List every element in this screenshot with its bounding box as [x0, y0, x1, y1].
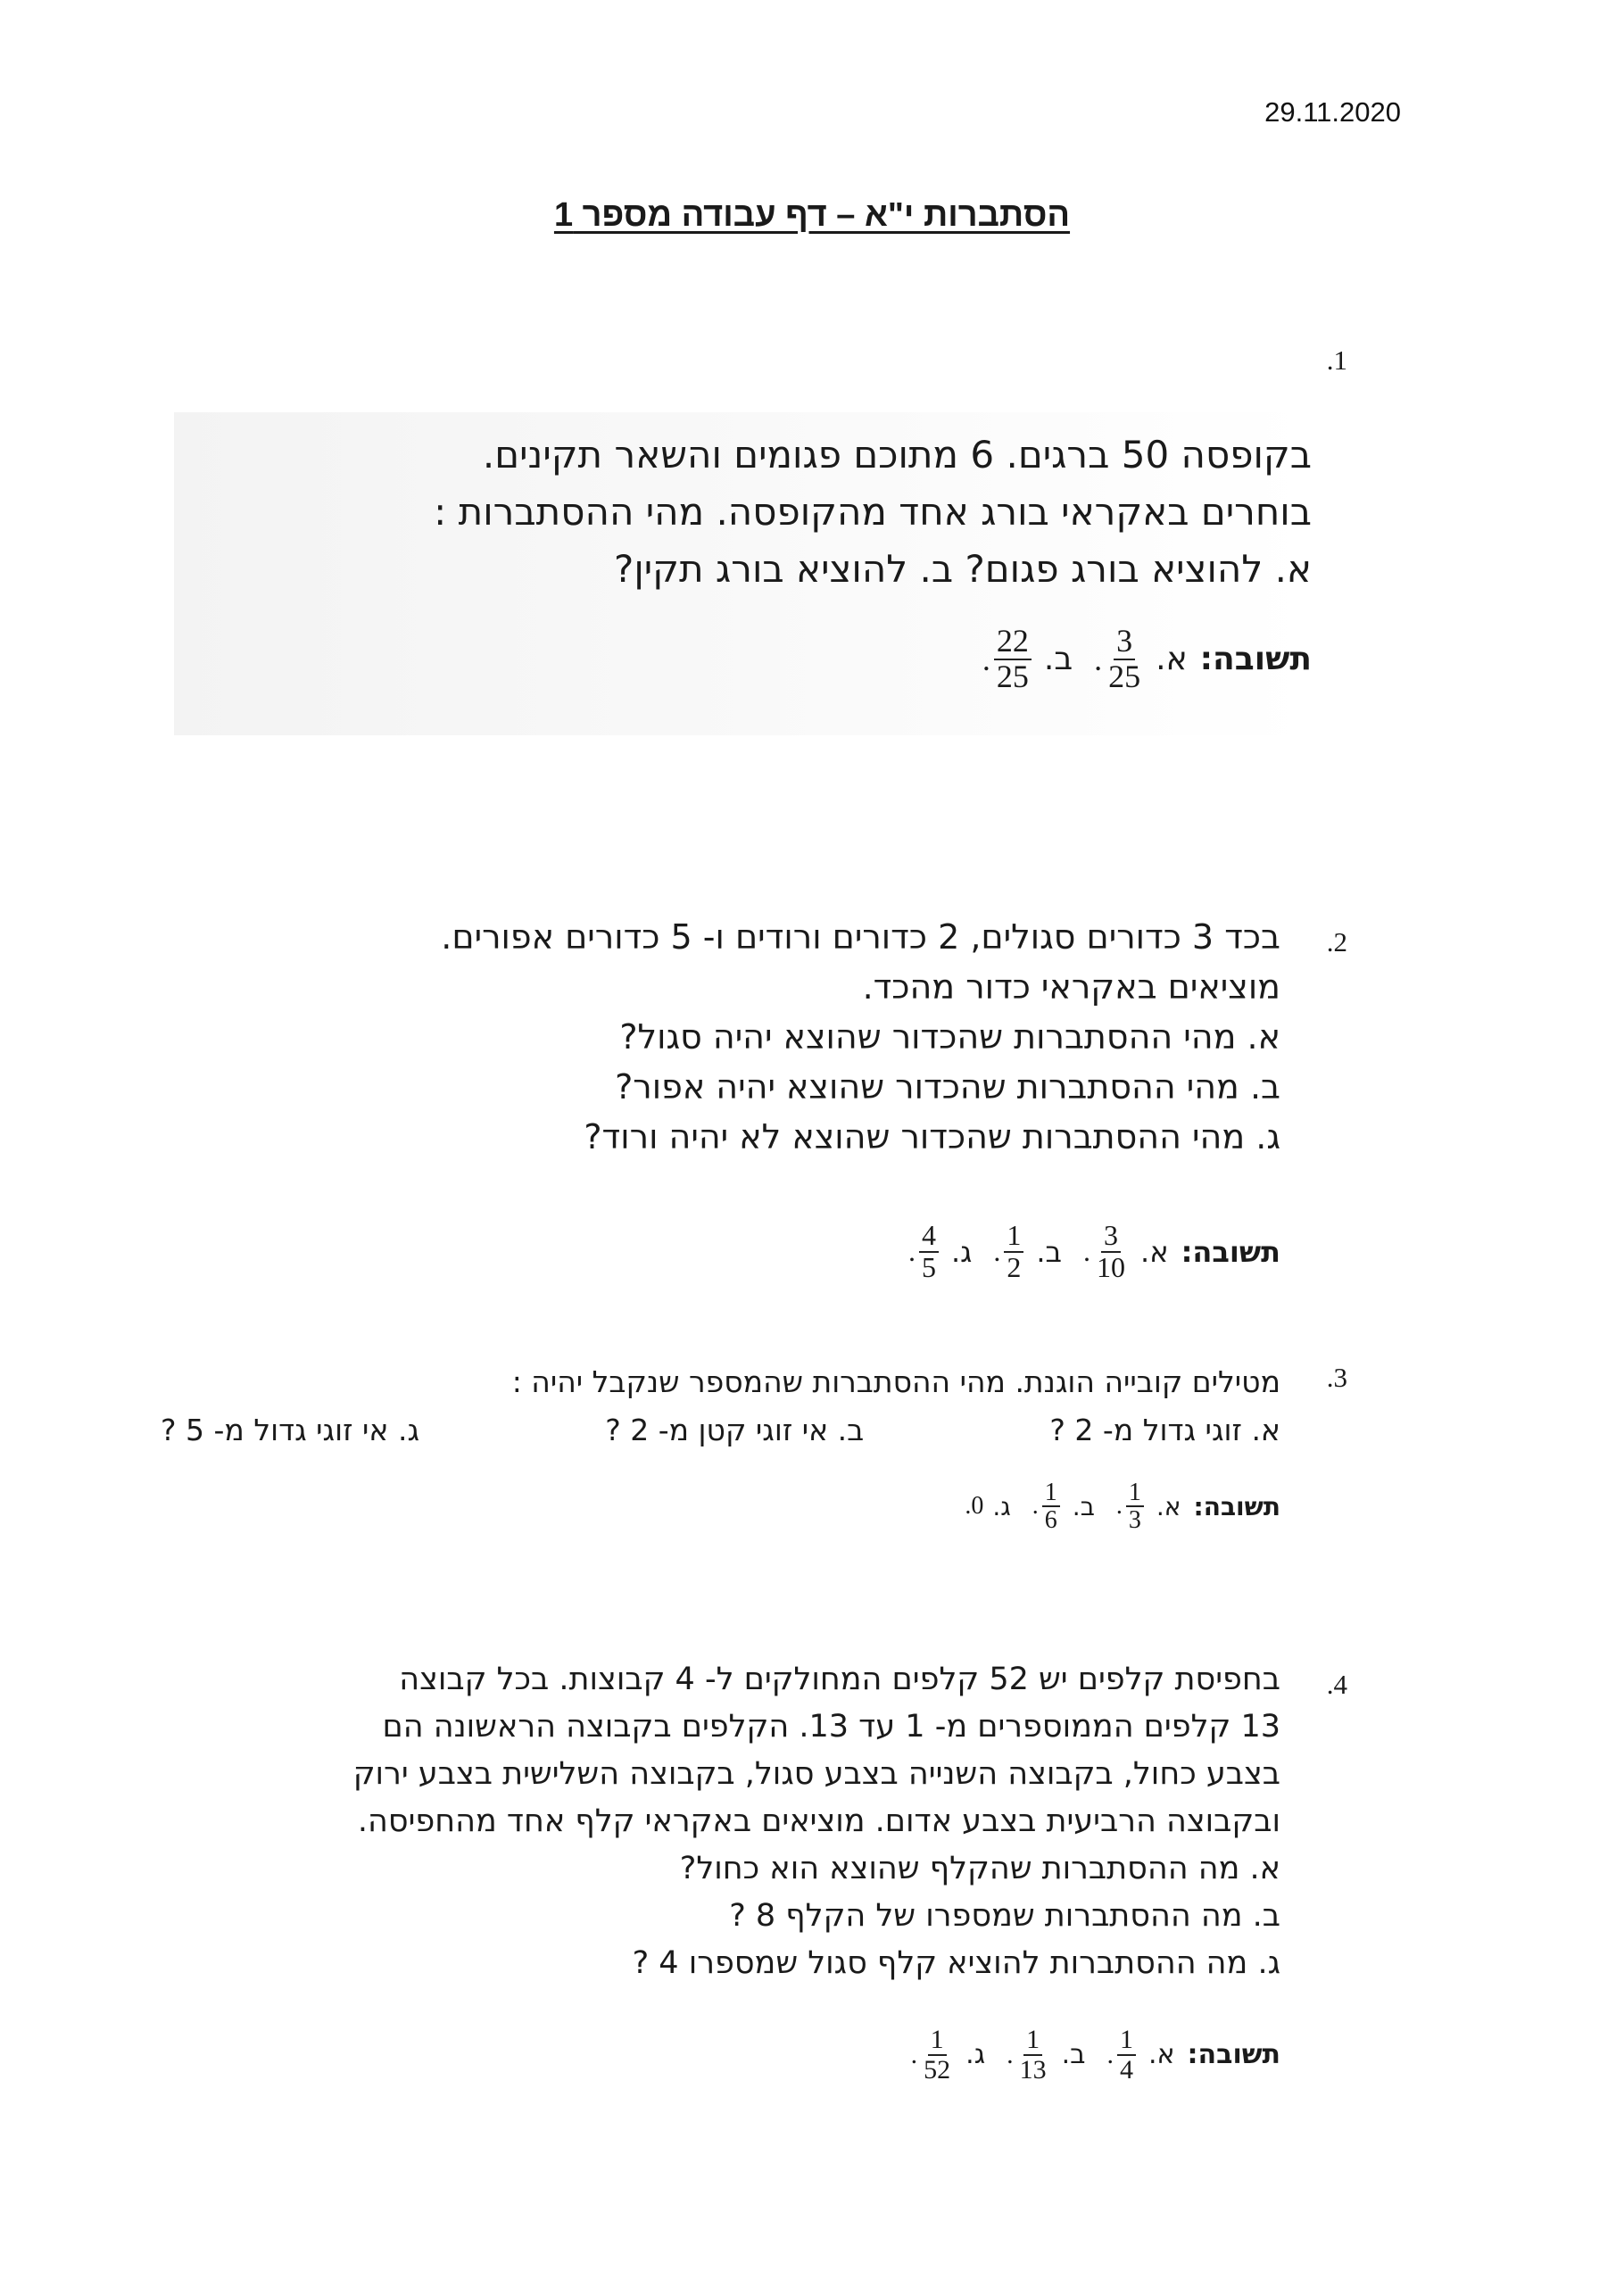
question-4-line: 13 קלפים הממוספרים מ- 1 עד 13. הקלפים בקבוצה הראשונה הם: [382, 1709, 1280, 1745]
page-date: 29.11.2020: [1264, 96, 1401, 128]
answer-fraction: [1106, 625, 1143, 694]
answer-label: תשובה:: [1199, 640, 1312, 677]
fraction-numerator: 1: [1117, 2026, 1136, 2056]
answer-part-letter: א.: [1140, 1234, 1169, 1269]
question-1-number: .1: [1326, 344, 1347, 376]
answer-part-c: ג. $\frac{4}{5}$ .: [908, 1219, 973, 1283]
fraction-denominator: 25: [996, 658, 1029, 694]
answer-part-letter: ג.: [951, 1234, 973, 1269]
answer-fraction: [1042, 1480, 1060, 1534]
answer-fraction: [919, 1221, 939, 1282]
answer-fraction: [1126, 1480, 1144, 1534]
question-3-number: .3: [1326, 1362, 1347, 1393]
question-4-answer: [696, 2026, 1280, 2084]
fraction-denominator: 3: [1128, 1506, 1141, 1535]
answer-part-b: ב. $\frac{1}{6}$ .: [1032, 1479, 1095, 1535]
question-3-sub-c: ג. אי זוגי גדול מ- 5 ?: [161, 1413, 420, 1447]
fraction-numerator: 1: [1023, 2026, 1042, 2056]
fraction-numerator: 1: [928, 2026, 947, 2056]
fraction-denominator: 10: [1097, 1250, 1126, 1283]
answer-fraction: [1004, 1221, 1023, 1282]
answer-part-c: ג. 0 .: [965, 1491, 1011, 1521]
fraction-denominator: 4: [1119, 2054, 1133, 2085]
question-4-line: ג. מה ההסתברות להוציא קלף סגול שמספרו 4 ?: [632, 1945, 1280, 1981]
question-2-line: מוציאים באקראי כדור מהכד.: [862, 967, 1280, 1007]
fraction-numerator: 3: [1114, 625, 1135, 660]
question-4-line: ב. מה ההסתברות שמספרו של הקלף 8 ?: [729, 1898, 1280, 1934]
fraction-denominator: 52: [924, 2054, 951, 2085]
answer-part-letter: ב.: [1036, 1234, 1063, 1269]
answer-label: תשובה:: [1181, 1234, 1280, 1269]
fraction-denominator: 6: [1044, 1506, 1057, 1535]
question-3-line: מטילים קובייה הוגנת. מהי ההסתברות שהמספר שנקבל יהיה :: [511, 1364, 1280, 1399]
question-3-subquestions: [161, 1406, 1280, 1455]
answer-part-a: א. $\frac{1}{4}$ .: [1106, 2025, 1175, 2085]
answer-label: תשובה:: [1193, 1491, 1280, 1521]
answer-part-letter: ג.: [965, 2039, 986, 2070]
answer-part-letter: א.: [1156, 1491, 1181, 1521]
question-1-line: א. להוציא בורג פגום? ב. להוציא בורג תקין?: [614, 547, 1312, 591]
answer-part-letter: ג.: [992, 1491, 1011, 1521]
answer-part-b: ב. $\frac{1}{2}$ .: [993, 1219, 1063, 1283]
question-3-sub-b: ב. אי זוגי קטן מ- 2 ?: [605, 1413, 865, 1447]
fraction-numerator: 1: [1042, 1480, 1060, 1507]
answer-part-letter: ב.: [1072, 1491, 1095, 1521]
question-2-line: א. מהי ההסתברות שהכדור שהוצא יהיה סגול?: [619, 1017, 1280, 1057]
fraction-numerator: 4: [919, 1221, 939, 1253]
answer-part-letter: א.: [1156, 640, 1188, 677]
question-2-line: בכד 3 כדורים סגולים, 2 כדורים ורודים ו- 5 כדורים אפורים.: [441, 917, 1280, 957]
answer-fraction: [994, 625, 1032, 694]
answer-fraction: [921, 2026, 953, 2084]
answer-value: 0: [971, 1492, 984, 1521]
question-4-line: ובקבוצה הרביעית בצבע אדום. מוציאים באקראי קלף אחד מהחפיסה.: [357, 1803, 1280, 1839]
answer-part-letter: ב.: [1043, 640, 1073, 677]
question-3: [161, 1358, 1280, 1455]
answer-part-a: א. $\frac{3}{25}$ .: [1094, 623, 1188, 694]
question-2-line: ב. מהי ההסתברות שהכדור שהוצא יהיה אפור?: [615, 1067, 1280, 1107]
answer-part-b: ב. $\frac{1}{13}$ .: [1007, 2025, 1086, 2085]
answer-part-c: ג. $\frac{1}{52}$ .: [910, 2025, 986, 2085]
question-1-line: בוחרים באקראי בורג אחד מהקופסה. מהי ההסתברות :: [434, 490, 1312, 534]
question-3-answer: [714, 1480, 1280, 1534]
fraction-numerator: 3: [1101, 1221, 1121, 1253]
question-3-sub-a: א. זוגי גדול מ- 2 ?: [1049, 1413, 1280, 1447]
answer-part-b: ב. $\frac{22}{25}$ .: [982, 623, 1073, 694]
question-4-line: בחפיסת קלפים יש 52 קלפים המחולקים ל- 4 קבוצות. בכל קבוצה: [399, 1662, 1280, 1697]
fraction-numerator: 22: [994, 625, 1032, 660]
answer-part-a: א. $\frac{3}{10}$ .: [1083, 1219, 1169, 1283]
answer-fraction: [1017, 2026, 1049, 2084]
question-4-line: א. מה ההסתברות שהקלף שהוצא הוא כחול?: [679, 1851, 1280, 1886]
question-2-line: ג. מהי ההסתברות שהכדור שהוצא לא יהיה ורוד?: [584, 1117, 1280, 1156]
answer-part-letter: א.: [1148, 2039, 1175, 2070]
fraction-denominator: 2: [1007, 1250, 1022, 1283]
answer-part-a: א. $\frac{1}{3}$ .: [1115, 1479, 1181, 1535]
question-1: [174, 412, 1312, 735]
answer-fraction: [1117, 2026, 1136, 2084]
question-2: [143, 912, 1280, 1162]
answer-fraction: [1094, 1221, 1128, 1282]
question-1-answer: [174, 625, 1312, 694]
question-4-line: בצבע כחול, בקבוצה השנייה בצבע סגול, בקבוצה השלישית בצבע ירוק: [352, 1756, 1280, 1792]
fraction-denominator: 5: [922, 1250, 936, 1283]
page-title: הסתברות י"א – דף עבודה מספר 1: [553, 196, 1071, 234]
fraction-numerator: 1: [1126, 1480, 1144, 1507]
question-4: [143, 1656, 1280, 1987]
question-2-answer: [625, 1221, 1280, 1282]
question-1-line: בקופסה 50 ברגים. 6 מתוכם פגומים והשאר תקינים.: [482, 433, 1312, 477]
fraction-denominator: 13: [1019, 2054, 1047, 2085]
question-4-number: .4: [1326, 1669, 1347, 1700]
answer-label: תשובה:: [1187, 2039, 1280, 2070]
answer-part-letter: ב.: [1061, 2039, 1086, 2070]
fraction-numerator: 1: [1004, 1221, 1023, 1253]
question-2-number: .2: [1326, 926, 1347, 957]
fraction-denominator: 25: [1108, 658, 1141, 694]
